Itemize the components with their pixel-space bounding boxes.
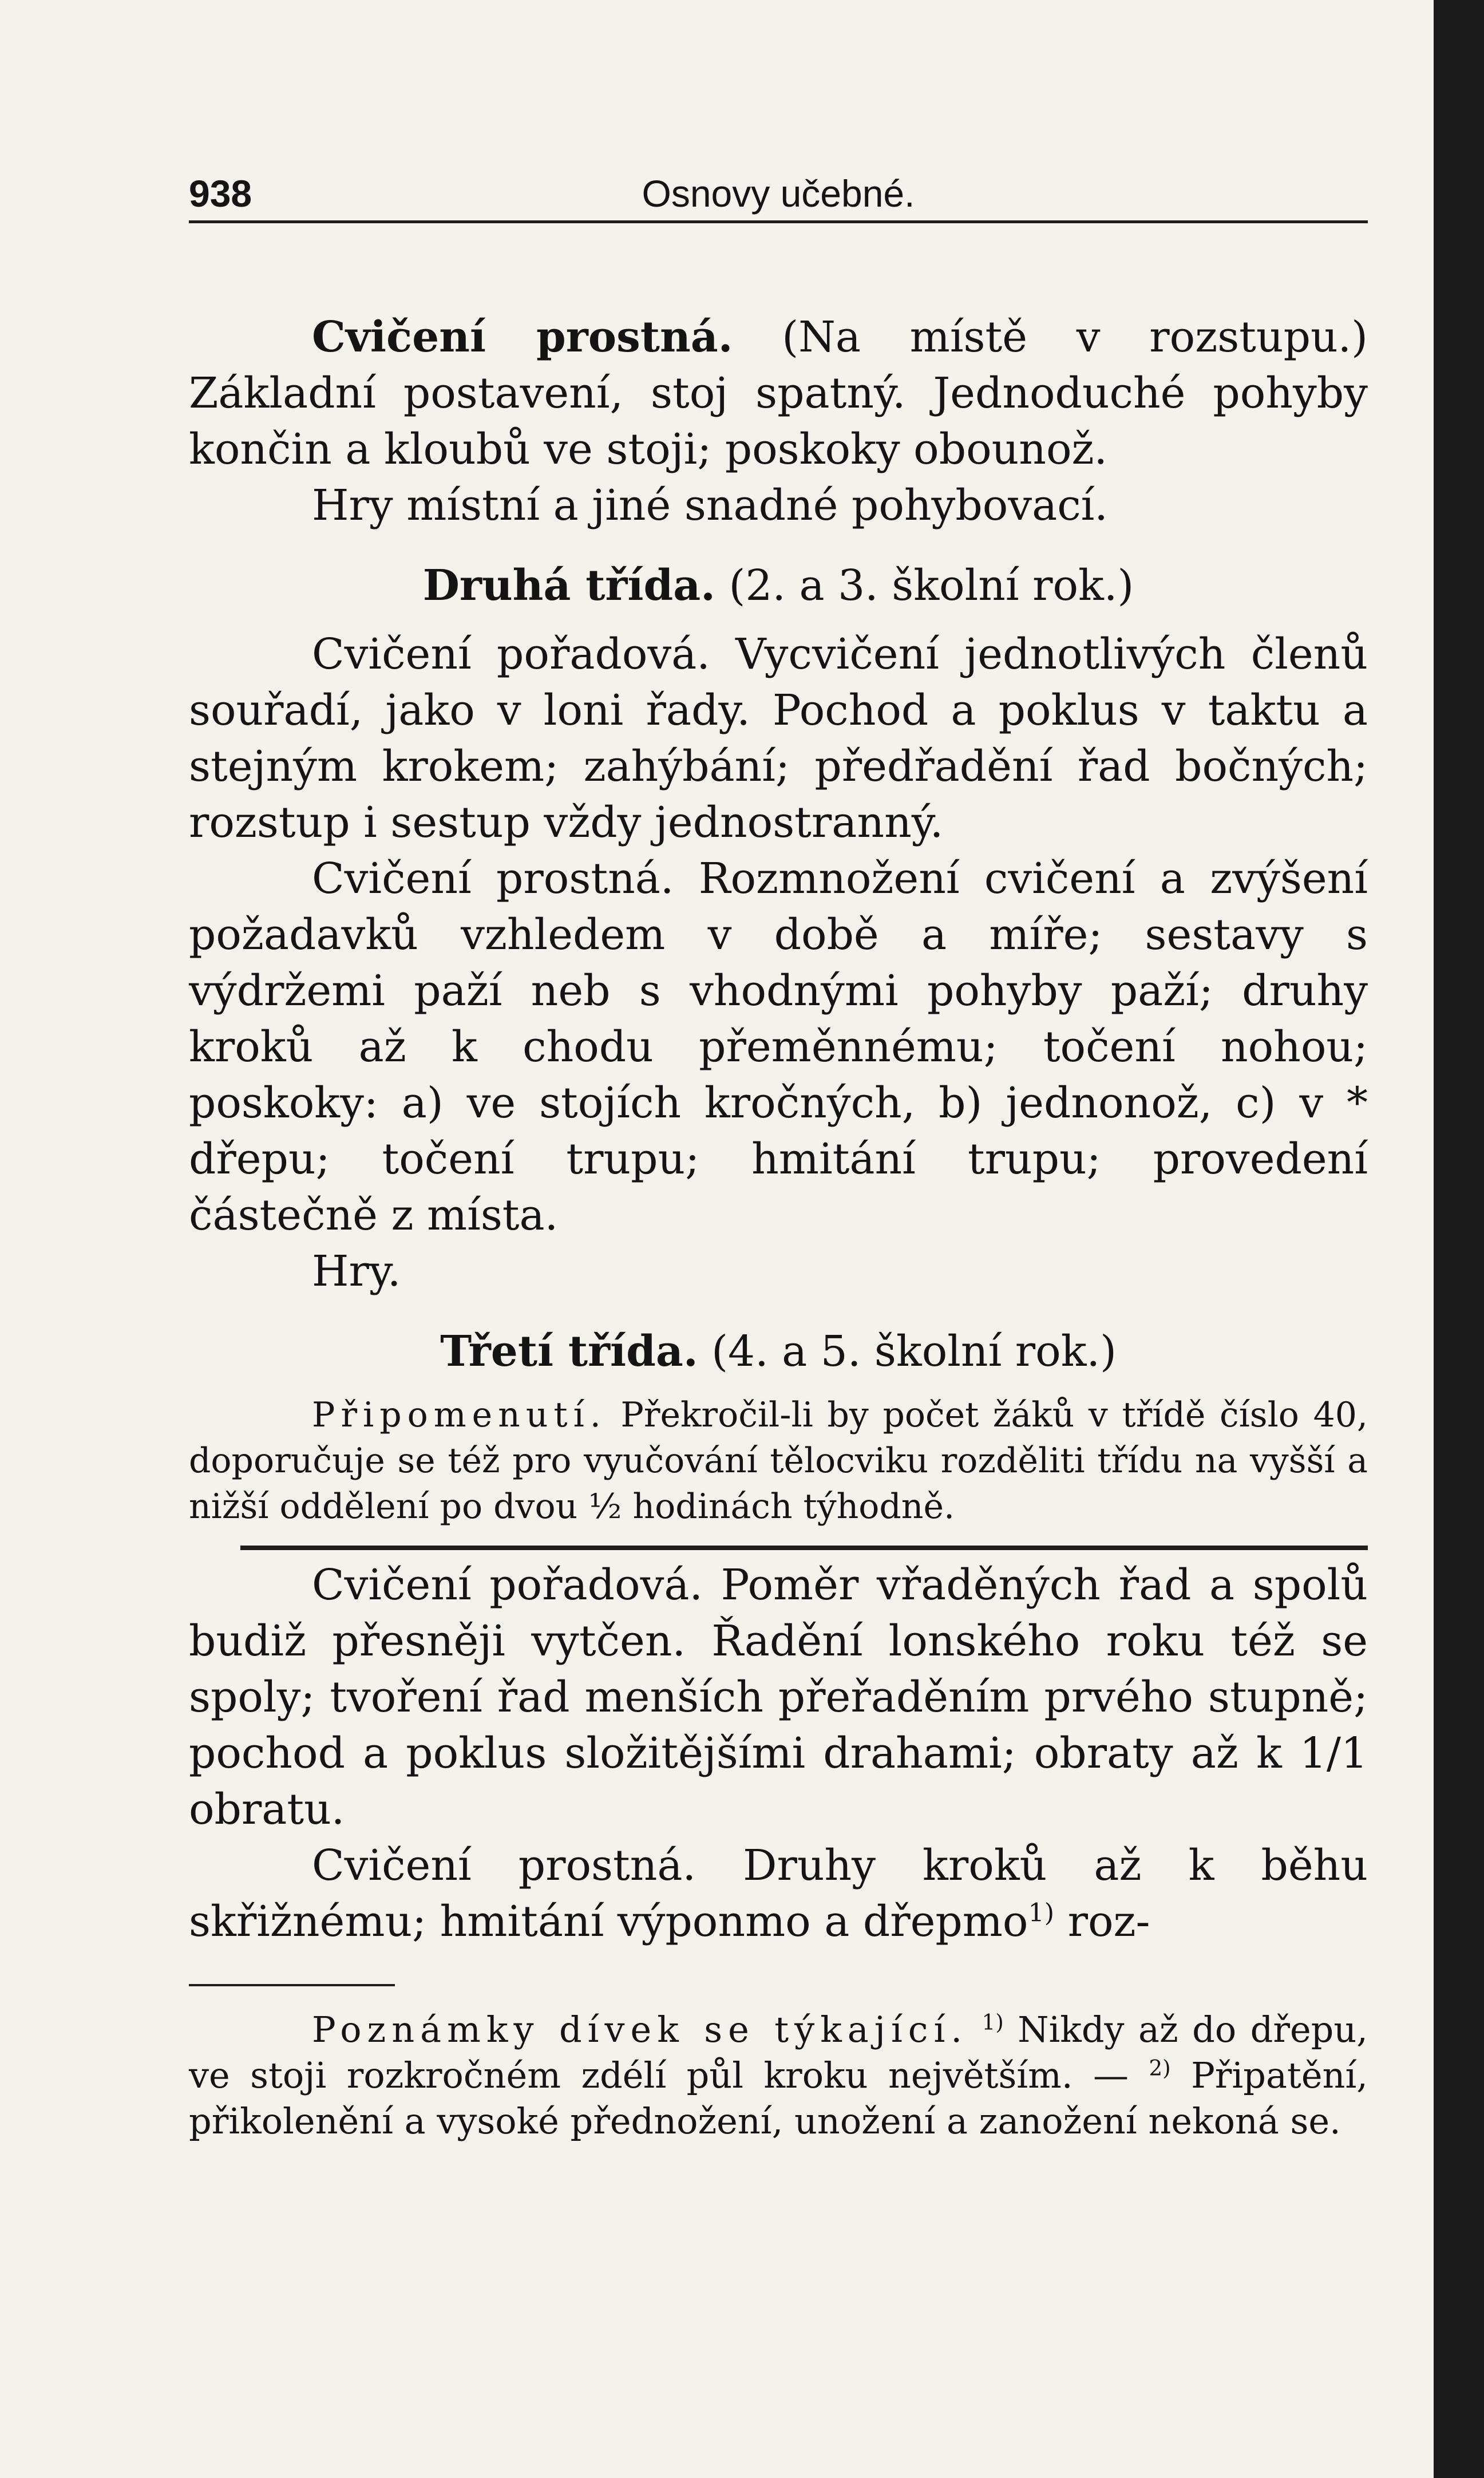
footnote-marker-1: 1): [982, 2009, 1004, 2035]
paragraph-text: Druhy kroků až k běhu skřižnému; hmitání výponmo a dřepmo: [189, 1841, 1368, 1946]
section-heading-third-class: [189, 1323, 1368, 1380]
paragraph-games-1: Hry místní a jiné snadné pohybovací.: [312, 481, 1108, 530]
paragraph-text: (Na místě v rozstupu.) Základní postavení, stoj spatný. Jednoduché pohyby končin a kloubů ve stoji; poskoky obounož.: [189, 313, 1368, 474]
page-edge: [1434, 0, 1484, 2478]
running-head: [189, 166, 1368, 223]
section-divider: [240, 1546, 1368, 1550]
paragraph-text: Rozmnožení cvičení a zvýšení požadavků vzhledem v době a míře; sestavy s výdržemi paží neb s vhodnými pohyby paží; druhy kroků až k chodu přeměnnému; točení nohou; poskoky: a) ve stojích kročných, b) jednonož, c) v * dřepu; točení trupu; hmitání trupu; provedení částečně z místa.: [189, 854, 1368, 1240]
paragraph-exercises-order-3: [189, 1557, 1368, 1837]
paragraph-exercises-free-2: [189, 851, 1368, 1243]
paragraph-lead: Cvičení prostná.: [312, 1841, 697, 1890]
footnote-rule: [189, 1984, 395, 1986]
footnote-text-1: Nikdy až do dřepu, ve stoji rozkročném zdélí půl kroku největším. —: [189, 2009, 1368, 2096]
paragraph-exercises-order-2: Cvičení pořadová. Vycvičení jednotlivých členů souřadí, jako v loni řady. Pochod a poklus v taktu a stejným krokem; zahýbání; předřadění řad bočných; rozstup i sestup vždy jednostranný.: [189, 630, 1368, 847]
note-label: Připomenutí.: [312, 1395, 607, 1435]
paragraph-games-2: Hry.: [312, 1247, 401, 1296]
note-text: Překročil-li by počet žáků v třídě číslo 40, doporučuje se též pro vyučování tělocviku rozděliti třídu na vyšší a nižší oddělení po dvou ½ hodinách týhodně.: [189, 1395, 1368, 1527]
paragraph-exercises-free-3: [189, 1837, 1368, 1950]
note-reminder: [189, 1392, 1368, 1530]
book-page: [189, 166, 1368, 2144]
fraction: 1/1: [1299, 1729, 1368, 1778]
paragraph-lead: Cvičení prostná.: [312, 854, 674, 903]
paragraph-text-end: obratu.: [189, 1785, 345, 1834]
heading-years: (2. a 3. školní rok.): [715, 561, 1134, 610]
heading-years: (4. a 5. školní rok.): [698, 1327, 1117, 1376]
heading-label: Druhá třída.: [422, 561, 715, 610]
page-number: 938: [189, 172, 252, 215]
footnote-ref: 1): [1028, 1898, 1055, 1928]
footnote-text-2: Připatění, přikolenění a vysoké přednožení, unožení a zanožení nekoná se.: [189, 2054, 1368, 2142]
section-heading-second-class: [189, 558, 1368, 614]
footnotes: [189, 2007, 1368, 2144]
paragraph-exercises-free-1: [189, 309, 1368, 477]
running-title: Osnovy učebné.: [642, 172, 915, 215]
footnote-marker-2: 2): [1149, 2055, 1171, 2081]
paragraph-text: Cvičení pořadová. Poměr vřaděných řad a spolů budiž přesněji vytčen. Řadění lonského roku též se spoly; tvoření řad menších přeřaděním prvého stupně; pochod a poklus složitějšími drahami; obraty až k: [189, 1560, 1368, 1778]
heading-label: Třetí třída.: [440, 1327, 698, 1376]
paragraph-lead: Cvičení prostná.: [312, 313, 733, 362]
body-text: [189, 309, 1368, 1950]
footnote-label: Poznámky dívek se týkající.: [312, 2009, 968, 2050]
paragraph-text-end: roz-: [1054, 1897, 1150, 1946]
